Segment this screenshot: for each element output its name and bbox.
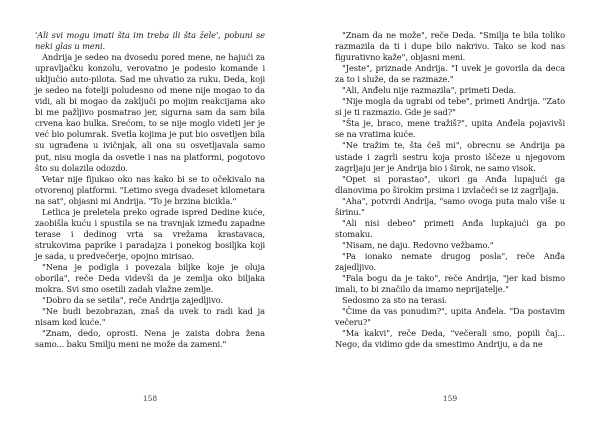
paragraph: "Ali nisi debeo" primeti Anđa lupkajući ga po stomaku. [335, 217, 565, 239]
paragraph: "Čime da vas ponudim?", upita Anđela. "Da postavim večeru?" [335, 306, 565, 328]
paragraph: "Ne tražim te, šta ćeš mi", obrecnu se Andrija pa ustade i zagrli sestru koja prosto iščeze u njegovom zagrljaju jer je Andrija bio i širok, ne samo visok. [335, 140, 565, 173]
paragraph: "Nisam, ne daju. Redovno vežbamo." [342, 239, 494, 250]
paragraph: "Nije mogla da ugrabi od tebe", primeti Andrija. "Zato si je ti razmazio. Gde je sad?" [335, 96, 565, 118]
paragraph: "Nena je podigla i povezala biljke koje je oluja oborila", reče Deda videvši da je zemlja oko biljaka mokra. Svi smo osetili zadah vlažne zemlje. [35, 261, 265, 295]
paragraph: "Opet si porastao", ukori ga Anđa lupajući ga dlanovima po širokim prsima i izvlačeći se iz zagrljaja. [335, 173, 565, 195]
paragraph: Sedosmo za sto na terasi. [342, 295, 447, 306]
paragraph: "Aha", potvrdi Andrija, "samo ovoga puta malo više u širinu." [335, 195, 565, 217]
paragraph: "Fala bogu da je tako", reče Andrija, "jer kad bismo imali, to bi značilo da imamo neprijatelje." [335, 273, 565, 295]
paragraph: "Šta je, braco, mene tražiš?", upita Anđela pojavivši se na vratima kuće. [335, 118, 565, 140]
page-number-right: 159 [442, 394, 458, 403]
paragraph: 'Ali svi mogu imati šta im treba ili šta žele', pobuni se neki glas u meni. [35, 30, 265, 52]
paragraph: "Znam da ne može", reče Deda. "Smilja te bila toliko razmazila da ti i dupe bilo nakrivo. Tako se kod nas figurativno kaže", objasni meni. [335, 30, 565, 63]
paragraph: "Jeste", priznade Andrija. "I uvek je govorila da deca za to i služe, da se razmaze." [335, 63, 565, 85]
paragraph: Andrija je sedeo na dvosedu pored mene, ne hajući za upravljačku konzolu, verovatno je podesio komande i uključio auto-pilota. Sad me uhvatio za ruku. Deda, koji je sedeo na fotelji poludesno od mene nije mogao to da vidi, ali bi mogao da zaključi po mojim reakcijama ako bi me pažljivo posmatrao jer, sigurna sam da sam bila crvena kao bulka. Srećom, to se nije moglo videti jer je već bio polumrak. Svetla kojima je put bio osvetljen bila su ugrađena u ivičnjak, ali ona su osvetljavala samo put, nisu mogla da osvetle i nas na platformi, pogotovo što su dolazila odozdo. [35, 52, 265, 173]
paragraph: "Ali, Anđelu nije razmazila", primeti Deda. [342, 85, 517, 96]
right-page [335, 30, 565, 350]
paragraph: Vetar nije fijukao oko nas kako bi se to očekivalo na otvorenoj platformi. "Letimo svega dvadeset kilometara na sat", objasni mi Andrija. "To je brzina bicikla." [35, 173, 265, 206]
paragraph: "Dobro da se setila", reče Andrija zajedljivo. [42, 295, 223, 306]
paragraph: "Pa ionako nemate drugog posla", reče Anđa zajedljivo. [335, 250, 565, 272]
left-page [35, 30, 265, 350]
paragraph: "Ne budi bezobrazan, znaš da uvek to radi kad ja nisam kod kuće." [35, 306, 265, 328]
paragraph: "Znam, dedo, oprosti. Nena je zaista dobra žena samo... baku Smilju meni ne može da zameni." [35, 328, 265, 350]
page-number-left: 158 [142, 394, 158, 403]
paragraph: Letlica je preletela preko ograde ispred Dedine kuće, zaobišla kuću i spustila se na travnjak između zapadne terase i dedinog vrta sa vrežama krastavaca, strukovima paprike i paradajza i ponekog bosiljka koji je sada, u predvečerje, opojno mirisao. [35, 206, 265, 261]
paragraph: "Ma kakvi", reče Deda, "večerali smo, popili čaj... Nego, da vidimo gde da smestimo Andriju, a da ne [335, 328, 565, 350]
